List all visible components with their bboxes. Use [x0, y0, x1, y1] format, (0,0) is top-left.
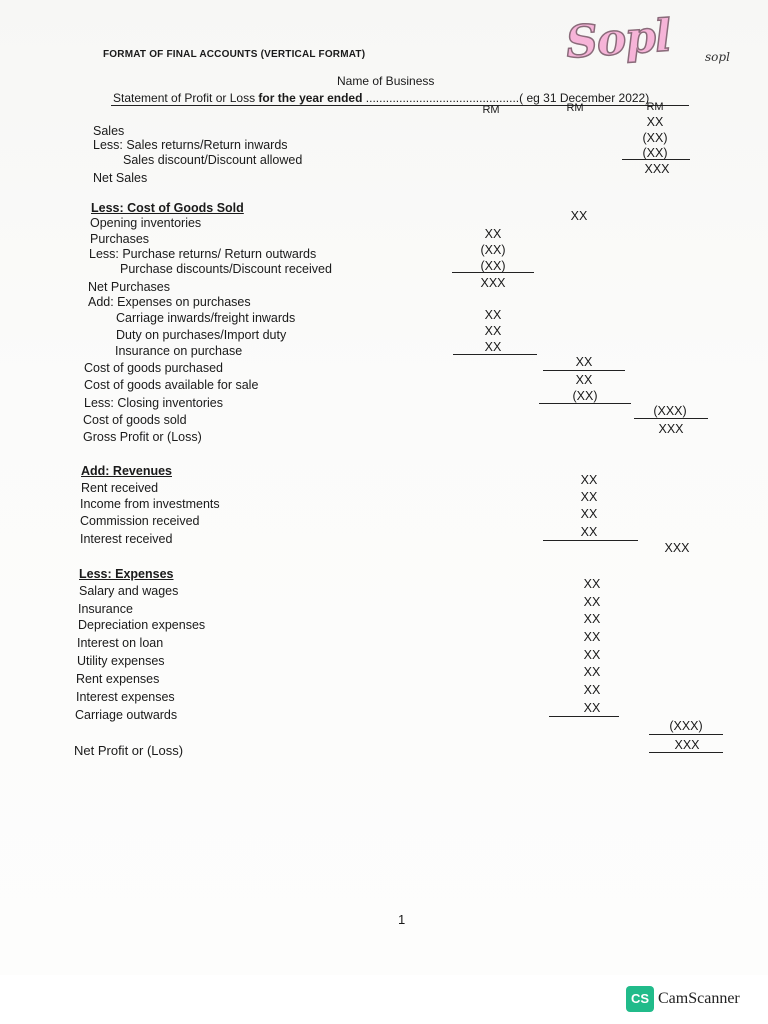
value-duty: XX [484, 324, 502, 338]
value-carriage-inwards: XX [484, 308, 502, 322]
value-sales: XX [646, 115, 664, 129]
sopl-logo: Sopl [564, 10, 673, 69]
value-expenses-total: (XXX) [669, 719, 703, 733]
row-insurance-purchase: Insurance on purchase [115, 344, 243, 358]
value-utility-expenses: XX [583, 648, 601, 662]
document-title: FORMAT OF FINAL ACCOUNTS (VERTICAL FORMAT) [103, 49, 366, 60]
row-cost-goods-purchased: Cost of goods purchased [84, 361, 223, 375]
purchases-subtotal-rule [452, 272, 534, 273]
row-income-investments: Income from investments [80, 497, 220, 511]
closing-inventories-rule [539, 403, 631, 404]
row-interest-expenses: Interest expenses [76, 690, 175, 704]
value-net-profit: XXX [674, 738, 700, 752]
expenses-heading: Less: Expenses [79, 567, 174, 581]
value-revenues-total: XXX [664, 541, 690, 555]
cogp-rule [543, 370, 625, 371]
value-insurance-purchase: XX [484, 340, 502, 354]
sales-subtotal-rule [622, 159, 690, 160]
value-cost-goods-sold: (XXX) [653, 404, 687, 418]
row-purchase-returns: Less: Purchase returns/ Return outwards [89, 247, 317, 261]
row-commission-received: Commission received [80, 514, 200, 528]
column-header-3: RM [646, 101, 664, 113]
row-purchase-discounts: Purchase discounts/Discount received [120, 262, 332, 276]
value-purchase-discounts: (XX) [480, 259, 506, 273]
row-depreciation: Depreciation expenses [78, 618, 206, 632]
row-purchases: Purchases [90, 232, 150, 246]
row-interest-loan: Interest on loan [77, 636, 164, 650]
value-purchase-returns: (XX) [480, 243, 506, 257]
value-interest-loan: XX [583, 630, 601, 644]
row-closing-inventories: Less: Closing inventories [84, 396, 223, 410]
value-opening-inventories: XX [570, 209, 588, 223]
column-header-1: RM [482, 104, 500, 116]
row-carriage-outwards: Carriage outwards [75, 708, 178, 722]
revenues-heading: Add: Revenues [81, 464, 172, 478]
statement-prefix: Statement of Profit or Loss [113, 91, 259, 105]
revenues-subtotal-rule [543, 540, 638, 541]
value-cost-goods-purchased: XX [575, 355, 593, 369]
value-insurance: XX [583, 595, 601, 609]
value-sales-discount: (XX) [642, 146, 668, 160]
row-duty: Duty on purchases/Import duty [116, 328, 287, 342]
value-depreciation: XX [583, 612, 601, 626]
value-salary-wages: XX [583, 577, 601, 591]
expenses-subtotal-rule [549, 716, 619, 717]
row-gross-profit: Gross Profit or (Loss) [83, 430, 202, 444]
value-carriage-outwards: XX [583, 701, 601, 715]
row-salary-wages: Salary and wages [79, 584, 179, 598]
row-interest-received: Interest received [80, 532, 173, 546]
row-rent-received: Rent received [81, 481, 159, 495]
cogs-rule [634, 418, 708, 419]
value-rent-expenses: XX [583, 665, 601, 679]
row-cost-goods-available: Cost of goods available for sale [84, 378, 259, 392]
row-sales-returns: Less: Sales returns/Return inwards [93, 138, 288, 152]
business-name: Name of Business [337, 74, 435, 88]
row-sales: Sales [93, 124, 125, 138]
value-closing-inventories: (XX) [572, 389, 598, 403]
value-income-investments: XX [580, 490, 598, 504]
row-add-expenses: Add: Expenses on purchases [88, 295, 251, 309]
header-rule [111, 105, 689, 106]
value-gross-profit: XXX [658, 422, 684, 436]
value-sales-returns: (XX) [642, 131, 668, 145]
value-purchases: XX [484, 227, 502, 241]
sopl-logo-small: sopl [705, 50, 730, 64]
value-commission-received: XX [580, 507, 598, 521]
value-cost-goods-available: XX [575, 373, 593, 387]
row-opening-inventories: Opening inventories [90, 216, 202, 230]
row-utility-expenses: Utility expenses [77, 654, 165, 668]
statement-date: ( eg 31 December 2022) [519, 91, 650, 105]
value-rent-received: XX [580, 473, 598, 487]
net-profit-rule [649, 752, 723, 753]
row-rent-expenses: Rent expenses [76, 672, 160, 686]
expenses-total-rule [649, 734, 723, 735]
camscanner-label: CamScanner [658, 990, 740, 1007]
cogs-heading: Less: Cost of Goods Sold [91, 201, 244, 215]
expenses-on-purchases-rule [453, 354, 537, 355]
row-carriage-inwards: Carriage inwards/freight inwards [116, 311, 296, 325]
camscanner-icon: CS [626, 986, 654, 1012]
page-number: 1 [398, 912, 406, 927]
value-net-sales: XXX [644, 162, 670, 176]
row-net-profit: Net Profit or (Loss) [74, 743, 184, 758]
value-interest-expenses: XX [583, 683, 601, 697]
row-sales-discount: Sales discount/Discount allowed [123, 153, 303, 167]
row-cost-goods-sold: Cost of goods sold [83, 413, 187, 427]
value-net-purchases: XXX [480, 276, 506, 290]
row-net-purchases: Net Purchases [88, 280, 170, 294]
row-insurance: Insurance [78, 602, 133, 616]
column-header-2: RM [566, 102, 584, 114]
row-net-sales: Net Sales [93, 171, 148, 185]
statement-bold: for the year ended [258, 91, 363, 105]
value-interest-received: XX [580, 525, 598, 539]
statement-dots: .............................................. [362, 91, 520, 105]
